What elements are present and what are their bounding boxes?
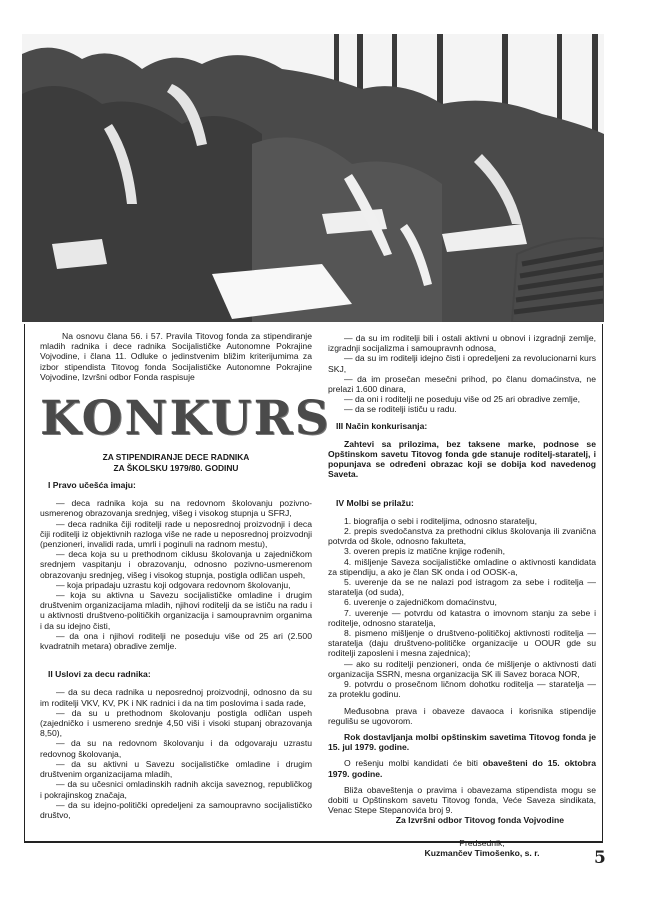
- section-1-item: — deca koja su u prethodnom ciklusu školovanja u zajedničkom srednjem vaspitanju i obrazovanju, odnosno pozivno-usmerenom obrazovanju srednjeg, višeg i visokog stupnja, postigla odličan uspeh,: [40, 549, 312, 580]
- section-4-item: 7. uverenje — potvrdu od katastra o imovnom stanju za sebe i roditelje, odnosno staratelja,: [328, 607, 596, 628]
- page-title: KONKURS: [40, 391, 331, 447]
- intro-paragraph: Na osnovu člana 56. i 57. Pravila Titovog fonda za stipendiranje mladih radnika i dece radnika Socijalističke Autonomne Pokrajine Vojvodine, i člana 11. Odluke o jedinstvenim bližim kriterijumima za izbor stipendista Titovog fonda Socijalističke Autonomne Pokrajine Vojvodine, Izvršni odbor Fonda raspisuje: [40, 331, 312, 382]
- info-note: Bliža obaveštenja o pravima i obavezama stipendista mogu se dobiti u Opštinskom savetu Titovog fonda, Veće Saveza sindikata, Venac Stepe Stepanovića broj 9.: [328, 784, 596, 816]
- page-number: 5: [594, 848, 606, 868]
- section-4-item: 4. mišljenje Saveza socijalističke omladine o aktivnosti kandidata za stipendiju, a ako je član SK onda i od OOSK-a,: [328, 556, 596, 577]
- section-1-item: — koja su aktivna u Savezu socijalističke omladine i drugim društvenim organizacijama mladih, njihovi roditelji da se ističu na radu i u aktivnosti društveno-političkih organizacija i samoupravnim organima i da su idejno čisti,: [40, 590, 312, 631]
- section-2-item: — da su im roditelji idejno čisti i opredeljeni za revolucionarni kurs SKJ,: [328, 353, 596, 374]
- section-3-text: Zahtevi sa prilozima, bez taksene marke, podnose se Opštinskom savetu Titovog fonda gde stanuje roditelj-staratelj, i popunjava se određeni obrazac koji se dobija kod navedenog Saveta.: [328, 438, 596, 480]
- section-1-item: — deca radnika čiji roditelji rade u neposrednoj proizvodnji i deca čiji roditelji iz objektivnih razloga više ne rade u neposrednoj proizvodnji (penzioneri, invalidi rada, umrli i poginuli na radnom mestu),: [40, 518, 312, 550]
- section-2-item: — da su na redovnom školovanju i da odgovaraju uzrastu redovnog školovanja,: [40, 738, 312, 759]
- subtitle-line-2: ZA ŠKOLSKU 1979/80. GODINU: [113, 463, 239, 474]
- signature-organization: Za Izvršni odbor Titovog fonda Vojvodine: [395, 815, 564, 826]
- subtitle-line-1: ZA STIPENDIRANJE DECE RADNIKA: [102, 452, 250, 463]
- section-1-item: — koja pripadaju uzrastu koji odgovara redovnom školovanju,: [56, 579, 291, 590]
- section-4-item: 8. pismeno mišljenje o društveno-političkoj aktivnosti roditelja — staratelja (daju društveno-političke organizacije u OOUR gde su roditelji zaposleni i mesna zajednica);: [328, 628, 596, 659]
- section-1-item: — deca radnika koja su na redovnom školovanju pozivno-usmerenog obrazovanja srednjeg, višeg i visokog stupnja u SFRJ,: [40, 498, 312, 519]
- section-4-item: 3. overen prepis iz matične knjige rođenih,: [344, 546, 505, 557]
- subtitle: [40, 452, 312, 474]
- signature-role: Predsednik,: [459, 837, 505, 848]
- deadline-note: Rok dostavljanja molbi opštinskim savetima Titovog fonda je 15. jul 1979. godine.: [328, 731, 596, 753]
- section-4-item: 9. potvrdu o prosečnom ličnom dohotku roditelja — staratelja — za proteklu godinu.: [328, 679, 596, 700]
- section-2-item: — da se roditelji ističu u radu.: [344, 404, 457, 415]
- classroom-photo: [22, 34, 604, 322]
- section-2-heading: II Uslovi za decu radnika:: [48, 669, 151, 680]
- section-2-item: — da su deca radnika u neposrednoj proizvodnji, odnosno da su im roditelji VKV, KV, PK i NK radnici i da na tim poslovima i sada rade,: [40, 687, 312, 708]
- section-1-heading: I Pravo učešća imaju:: [48, 480, 136, 491]
- left-column: [40, 331, 331, 820]
- contract-note: Međusobna prava i obaveze davaoca i korisnika stipendije regulišu se ugovorom.: [328, 705, 596, 726]
- section-4-item: — ako su roditelji penzioneri, onda će mišljenje o aktivnosti dati organizacija SSRN, mesna organizacija SK ili Savez boraca NOR,: [328, 658, 596, 679]
- decision-note-date: obavešteni do 15. oktobra 1979. godine.: [328, 758, 596, 779]
- decision-note-prefix: O rešenju molbi kandidati će biti: [344, 758, 483, 769]
- section-2-item: — da oni i roditelji ne poseduju više od 25 ari obradive zemlje,: [344, 394, 580, 405]
- decision-note: [328, 758, 596, 778]
- section-2-item: — da su idejno-politički opredeljeni za samoupravno socijalističko društvo,: [40, 799, 312, 820]
- right-column: [328, 333, 596, 858]
- section-2-item: — da su učesnici omladinskih radnih akcija saveznog, republičkog i pokrajinskog značaja,: [40, 779, 312, 800]
- section-2-item: — da su aktivni u Savezu socijalističke omladine i drugim društvenim organizacijama mladih,: [40, 758, 312, 780]
- signature-name: Kuzmančev Timošenko, s. r.: [424, 847, 540, 858]
- section-4-heading: IV Molbi se prilažu:: [336, 497, 414, 508]
- classroom-photo-graphic: [22, 34, 604, 322]
- section-4-item: 5. uverenje da se ne nalazi pod istragom za sebe i roditelja — staratelja (od suda),: [328, 577, 596, 598]
- section-2-item: — da su im roditelji bili i ostali aktivni u obnovi i izgradnji zemlje, izgradnji socijalizma i samoupravnh odnosa,: [328, 333, 596, 354]
- section-1-item: — da ona i njihovi roditelji ne poseduju više od 25 ari (2.500 kvadratnih metara) obradive zemlje.: [40, 630, 312, 652]
- section-2-item: — da su u prethodnom školovanju postigla odličan uspeh (zajedničko i usmereno srednje 4,50 viši i visoki stupanj obrazovanja 8,50),: [40, 707, 312, 739]
- section-4-item: 2. prepis svedočanstva za prethodni ciklus školovanja ili zvanična potvrda od škole, odnosno fakulteta,: [328, 526, 596, 547]
- section-4-item: 1. biografija o sebi i roditeljima, odnosno staratelju,: [344, 515, 537, 526]
- section-2-item: — da im prosečan mesečni prihod, po članu domaćinstva, ne prelazi 1.600 dinara,: [328, 373, 596, 395]
- section-4-item: 6. uverenje o zajedničkom domaćinstvu,: [344, 597, 497, 608]
- section-3-heading: III Način konkurisanja:: [336, 420, 428, 431]
